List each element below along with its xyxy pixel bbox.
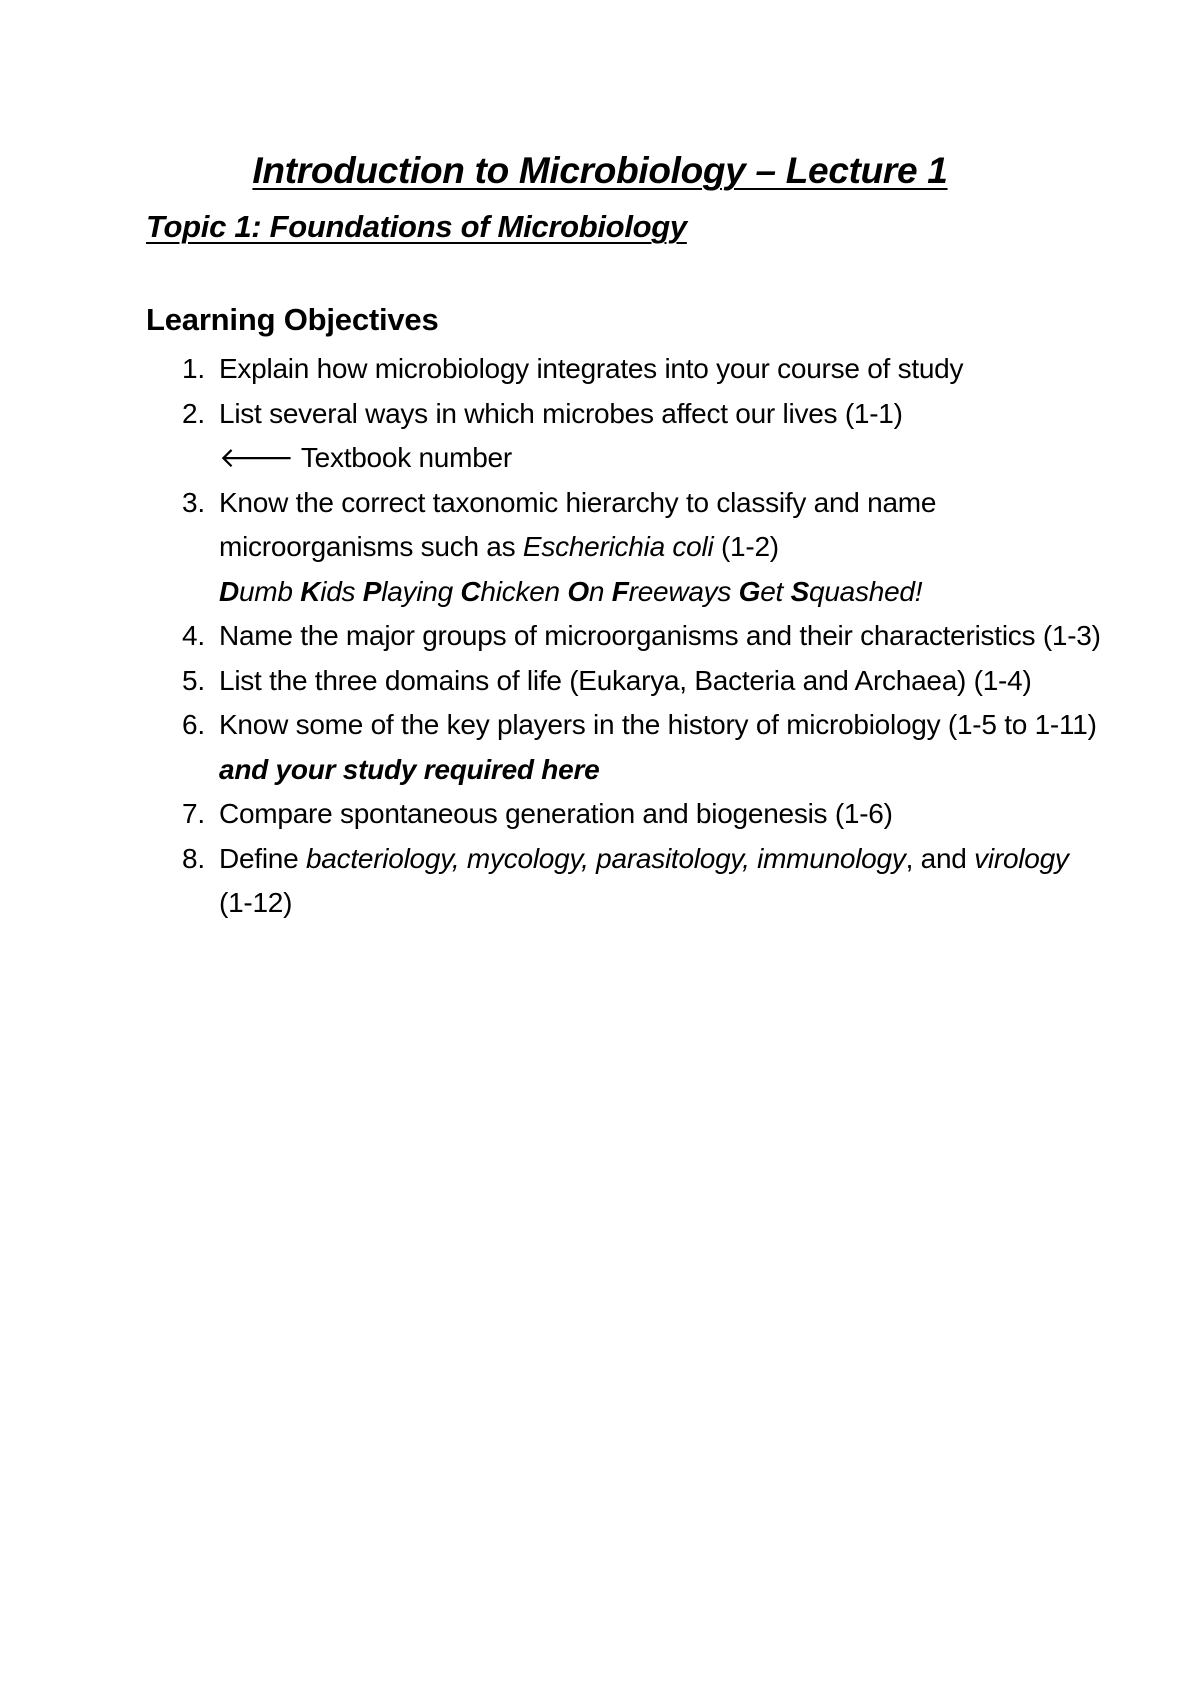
list-number: 7. [182,798,205,829]
list-number: 1. [182,353,205,384]
mnemonic-word: laying [381,575,461,607]
mnemonic-initial: S [790,575,810,607]
mnemonic-word: umb [238,575,301,607]
mnemonic-initial: P [362,575,382,607]
left-arrow-icon: 🡐 [219,442,294,473]
objective-text: Compare spontaneous generation and biogenesis (1-6) [219,798,893,829]
objective-text: Explain how microbiology integrates into your course of study [219,353,964,384]
list-item [146,837,1106,926]
mnemonic-word: n [588,575,612,607]
objective-text-mid: , and [905,842,975,874]
objectives-list [146,347,1106,926]
mnemonic-initial: D [219,575,239,607]
list-number: 3. [182,486,205,518]
list-item [146,392,1106,481]
objective-text: Name the major groups of microorganisms and their characteristics (1-3) [219,620,1101,651]
list-number: 8. [182,842,205,874]
list-item [146,347,1106,392]
section-heading: Learning Objectives [146,302,439,337]
mnemonic-word: et [760,575,791,607]
objective-text: Know some of the key players in the history of microbiology (1-5 to 1-11) [219,709,1097,740]
mnemonic-word: hicken [480,575,568,607]
objective-text: Know the correct taxonomic hierarchy to classify and name microorganisms such as [219,486,937,562]
list-number: 6. [182,709,205,740]
mnemonic-word: quashed! [809,575,923,607]
mnemonic-word: ids [320,575,363,607]
mnemonic-initial: G [738,575,761,607]
list-item [146,792,1106,837]
textbook-note-text: Textbook number [300,442,512,473]
term-virology: virology [974,842,1069,874]
objective-text-suffix: (1-12) [219,887,293,918]
topic-subtitle: Topic 1: Foundations of Microbiology [146,209,687,244]
mnemonic-initial: K [300,575,321,607]
mnemonic-initial: C [460,575,481,607]
list-number: 4. [182,620,205,651]
mnemonic-line [219,570,1106,615]
textbook-note [219,436,1106,481]
list-number: 2. [182,397,205,429]
list-item [146,614,1106,659]
objective-text: List the three domains of life (Eukarya, Bacteria and Archaea) (1-4) [219,664,1032,696]
mnemonic-initial: O [567,575,589,607]
list-item [146,703,1106,792]
term-list: bacteriology, mycology, parasitology, immunology [305,842,906,874]
objective-text: Define [219,842,306,874]
objective-text-suffix: (1-2) [713,531,779,562]
objective-text: List several ways in which microbes affect our lives (1-1) [219,397,903,429]
page-title: Introduction to Microbiology – Lecture 1 [252,150,948,191]
mnemonic-initial: F [611,575,629,607]
list-item [146,481,1106,615]
emphasis-text: and your study required here [219,753,600,785]
mnemonic-word: reeways [628,575,739,607]
list-number: 5. [182,664,205,696]
species-name: Escherichia coli [522,531,714,562]
list-item [146,659,1106,704]
